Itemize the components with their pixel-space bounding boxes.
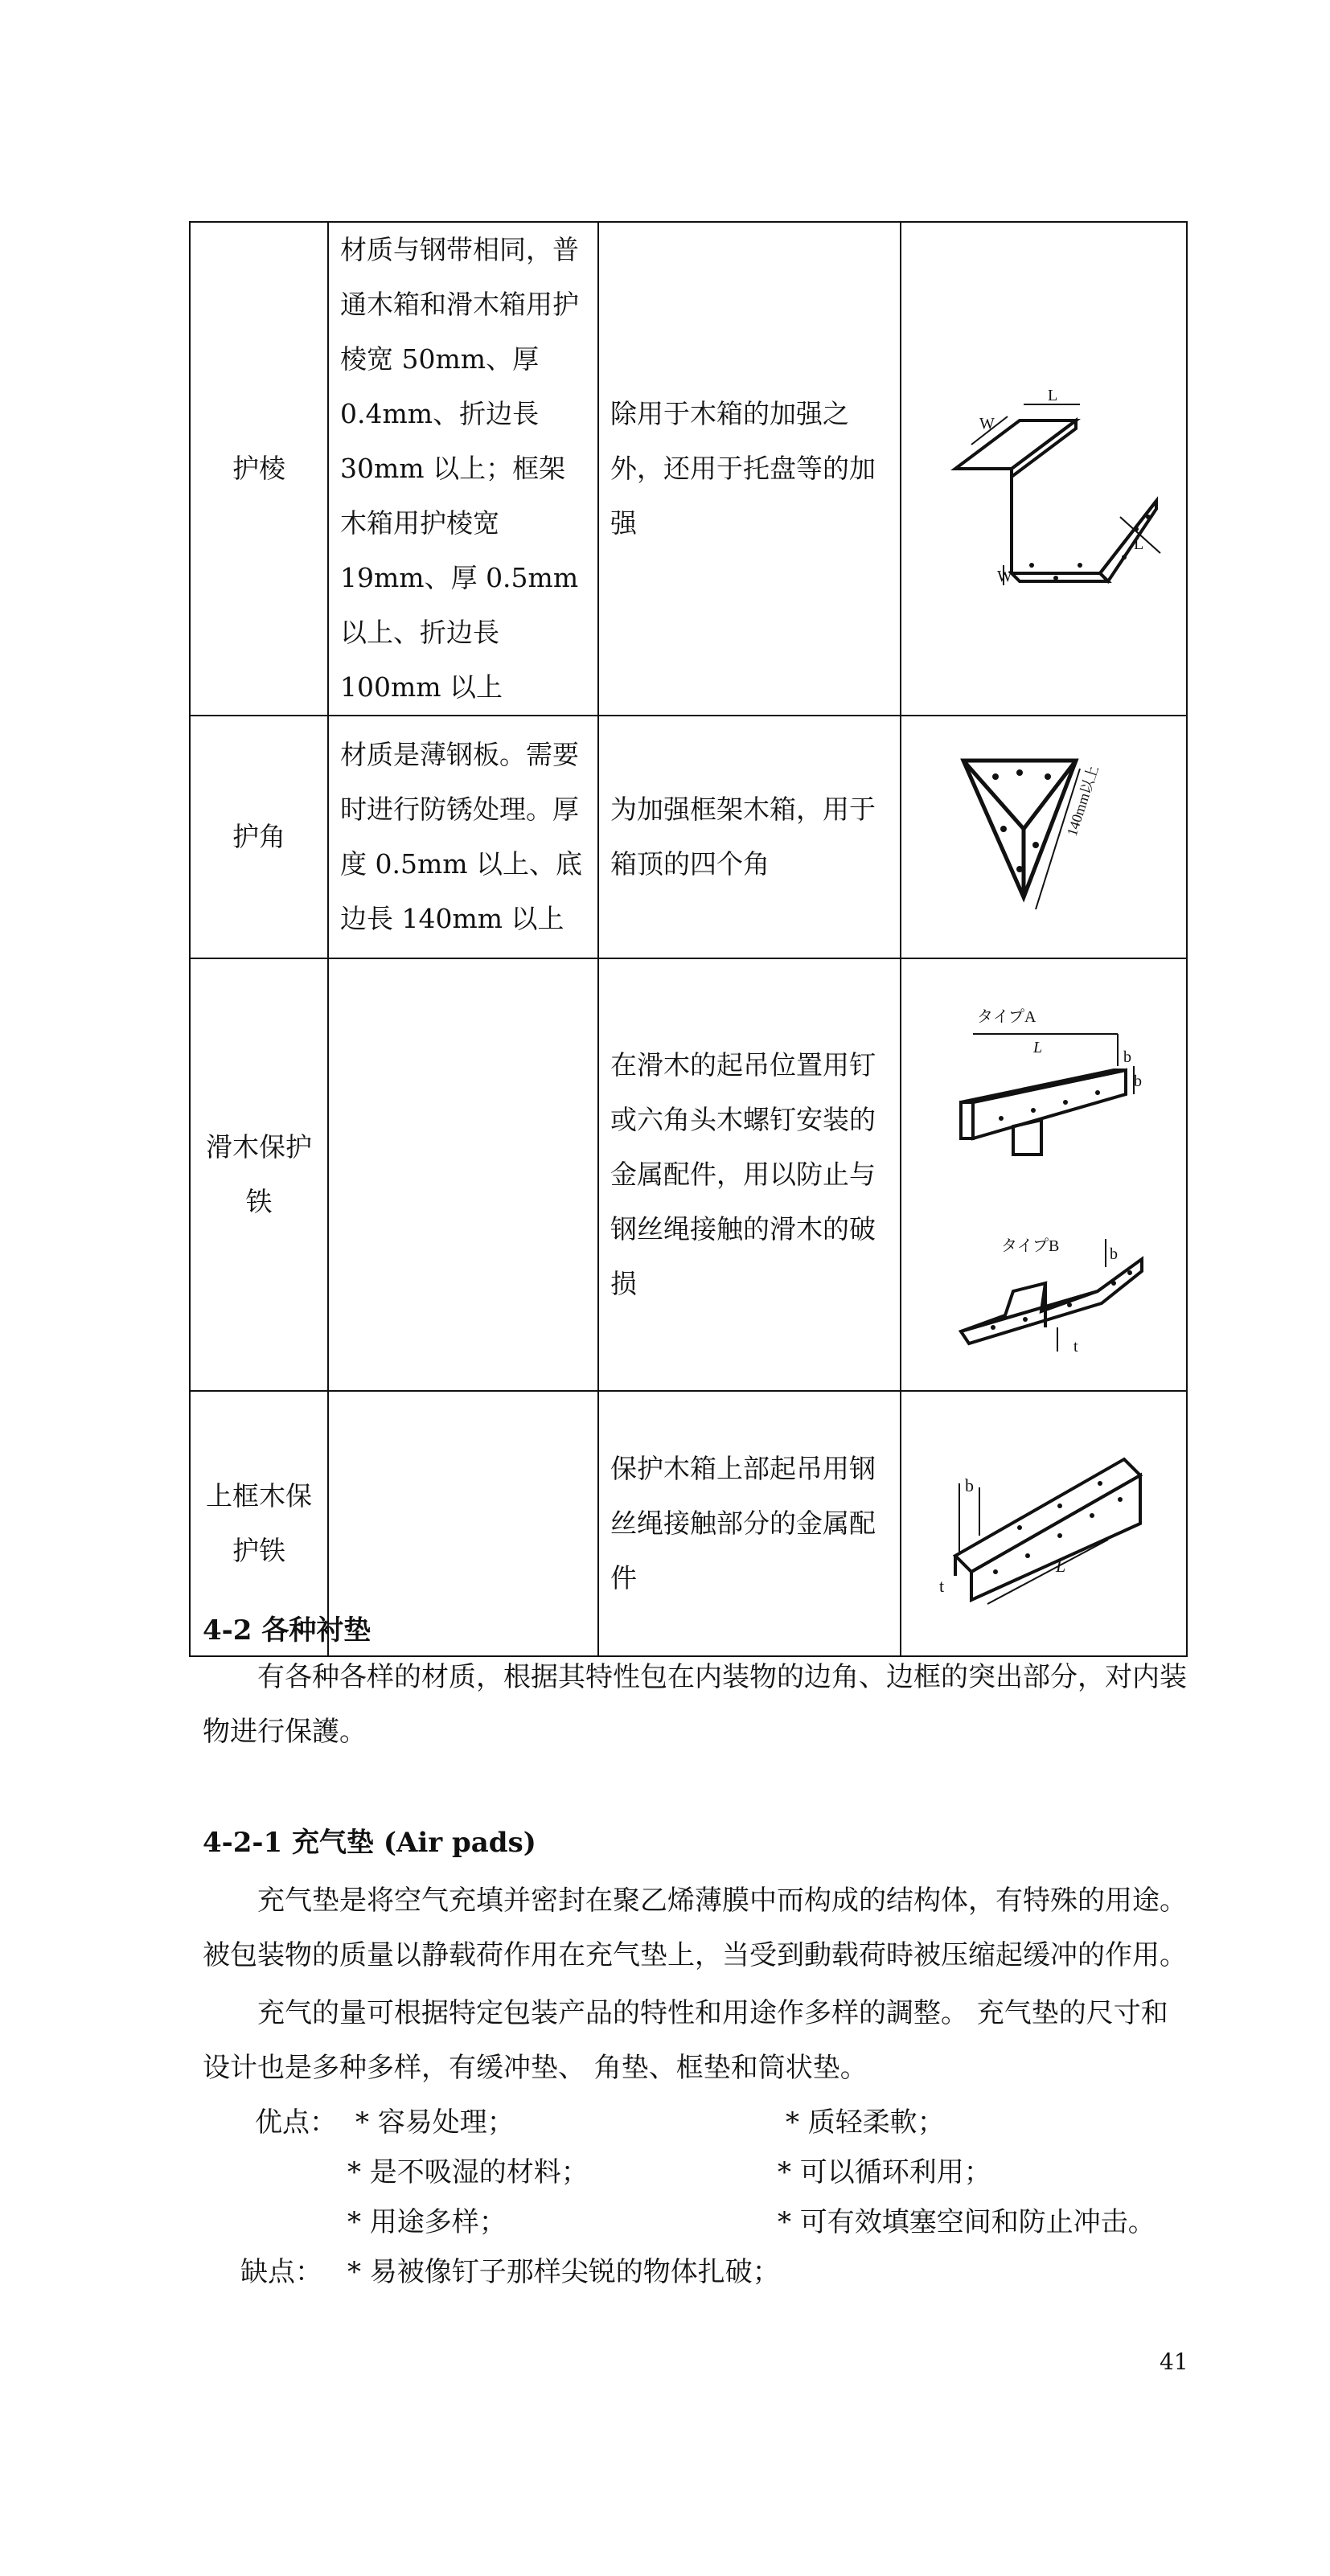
dim-label: b xyxy=(1134,1073,1142,1090)
dim-label: 140mm以上 xyxy=(1063,763,1102,839)
dim-label: L xyxy=(1134,535,1144,553)
skid-protector-figure xyxy=(901,958,1187,1391)
paragraph: 充气的量可根据特定包装产品的特性和用途作多样的調整。 充气垫的尺寸和设计也是多种多样，有缓冲垫、 角垫、框垫和筒状垫。 xyxy=(203,1997,1168,2084)
type-label: タイプB xyxy=(1001,1237,1060,1255)
item-name: 护角 xyxy=(190,716,328,958)
item-use: 在滑木的起吊位置用钉或六角头木螺钉安装的金属配件，用以防止与钢丝绳接触的滑木的破损 xyxy=(598,958,901,1391)
item-name: 护棱 xyxy=(190,222,328,716)
section-body: 有各种各样的材质，根据其特性包在内装物的边角、边框的突出部分，对内装物进行保護。 xyxy=(203,1661,1187,1748)
list-item: * 质轻柔軟； xyxy=(786,2106,945,2139)
advantages-label: 优点： xyxy=(255,2106,337,2139)
dim-label: W xyxy=(997,568,1012,585)
table-row xyxy=(190,958,1187,1391)
table-row xyxy=(190,716,1187,958)
dim-label: b xyxy=(965,1475,974,1495)
list-item: * 可有效填塞空间和防止冲击。 xyxy=(778,2206,1156,2238)
item-use: 除用于木箱的加强之外，还用于托盘等的加强 xyxy=(598,222,901,716)
subsection-heading: 4-2-1 充气垫 (Air pads) xyxy=(203,1827,536,1859)
section-heading: 4-2 各种衬垫 xyxy=(203,1614,371,1647)
list-item: * 是不吸湿的材料； xyxy=(347,2156,589,2188)
top-frame-protector-figure xyxy=(901,1391,1187,1656)
corner-protector-figure xyxy=(901,716,1187,958)
table-row xyxy=(190,222,1187,716)
list-item: * 可以循环利用； xyxy=(778,2156,991,2188)
item-name: 滑木保护铁 xyxy=(190,958,328,1391)
list-item: * 易被像钉子那样尖锐的物体扎破； xyxy=(347,2256,780,2288)
item-material xyxy=(328,958,598,1391)
dim-label: b xyxy=(1110,1245,1118,1263)
item-use: 为加强框架木箱，用于箱顶的四个角 xyxy=(598,716,901,958)
item-material: 材质是薄钢板。需要时进行防锈处理。厚度 0.5mm 以上、底边長 140mm 以上 xyxy=(328,716,598,958)
page-number: 41 xyxy=(1160,2348,1188,2375)
dim-label: W xyxy=(979,415,995,433)
disadvantages-label: 缺点： xyxy=(240,2256,322,2288)
dim-label: L xyxy=(1033,1039,1043,1056)
list-item: * 容易处理； xyxy=(355,2106,515,2139)
list-item: * 用途多样； xyxy=(347,2206,507,2238)
advantages-row xyxy=(203,2098,1188,2147)
advantages-row xyxy=(203,2198,1188,2246)
advantages-row xyxy=(203,2148,1188,2197)
dim-label: L xyxy=(1048,387,1058,404)
item-name: 上框木保护铁 xyxy=(190,1391,328,1656)
dim-label: t xyxy=(1073,1338,1078,1356)
dim-label: L xyxy=(1056,1556,1066,1576)
dim-label: b xyxy=(1123,1048,1131,1066)
paragraph: 充气垫是将空气充填并密封在聚乙烯薄膜中而构成的结构体，有特殊的用途。被包装物的质量以静载荷作用在充气垫上，当受到動载荷時被压缩起缓冲的作用。 xyxy=(203,1885,1187,1971)
type-label: タイプA xyxy=(977,1008,1036,1026)
disadvantages-row xyxy=(203,2248,1188,2296)
protection-fittings-table xyxy=(189,221,1188,1657)
item-use: 保护木箱上部起吊用钢丝绳接触部分的金属配件 xyxy=(598,1391,901,1656)
edge-protector-figure xyxy=(901,222,1187,716)
dim-label: t xyxy=(939,1576,945,1596)
item-material: 材质与钢带相同，普通木箱和滑木箱用护棱宽 50mm、厚 0.4mm、折边長 30mm 以上；框架木箱用护棱宽 19mm、厚 0.5mm 以上、折边長 100mm 以上 xyxy=(328,222,598,716)
